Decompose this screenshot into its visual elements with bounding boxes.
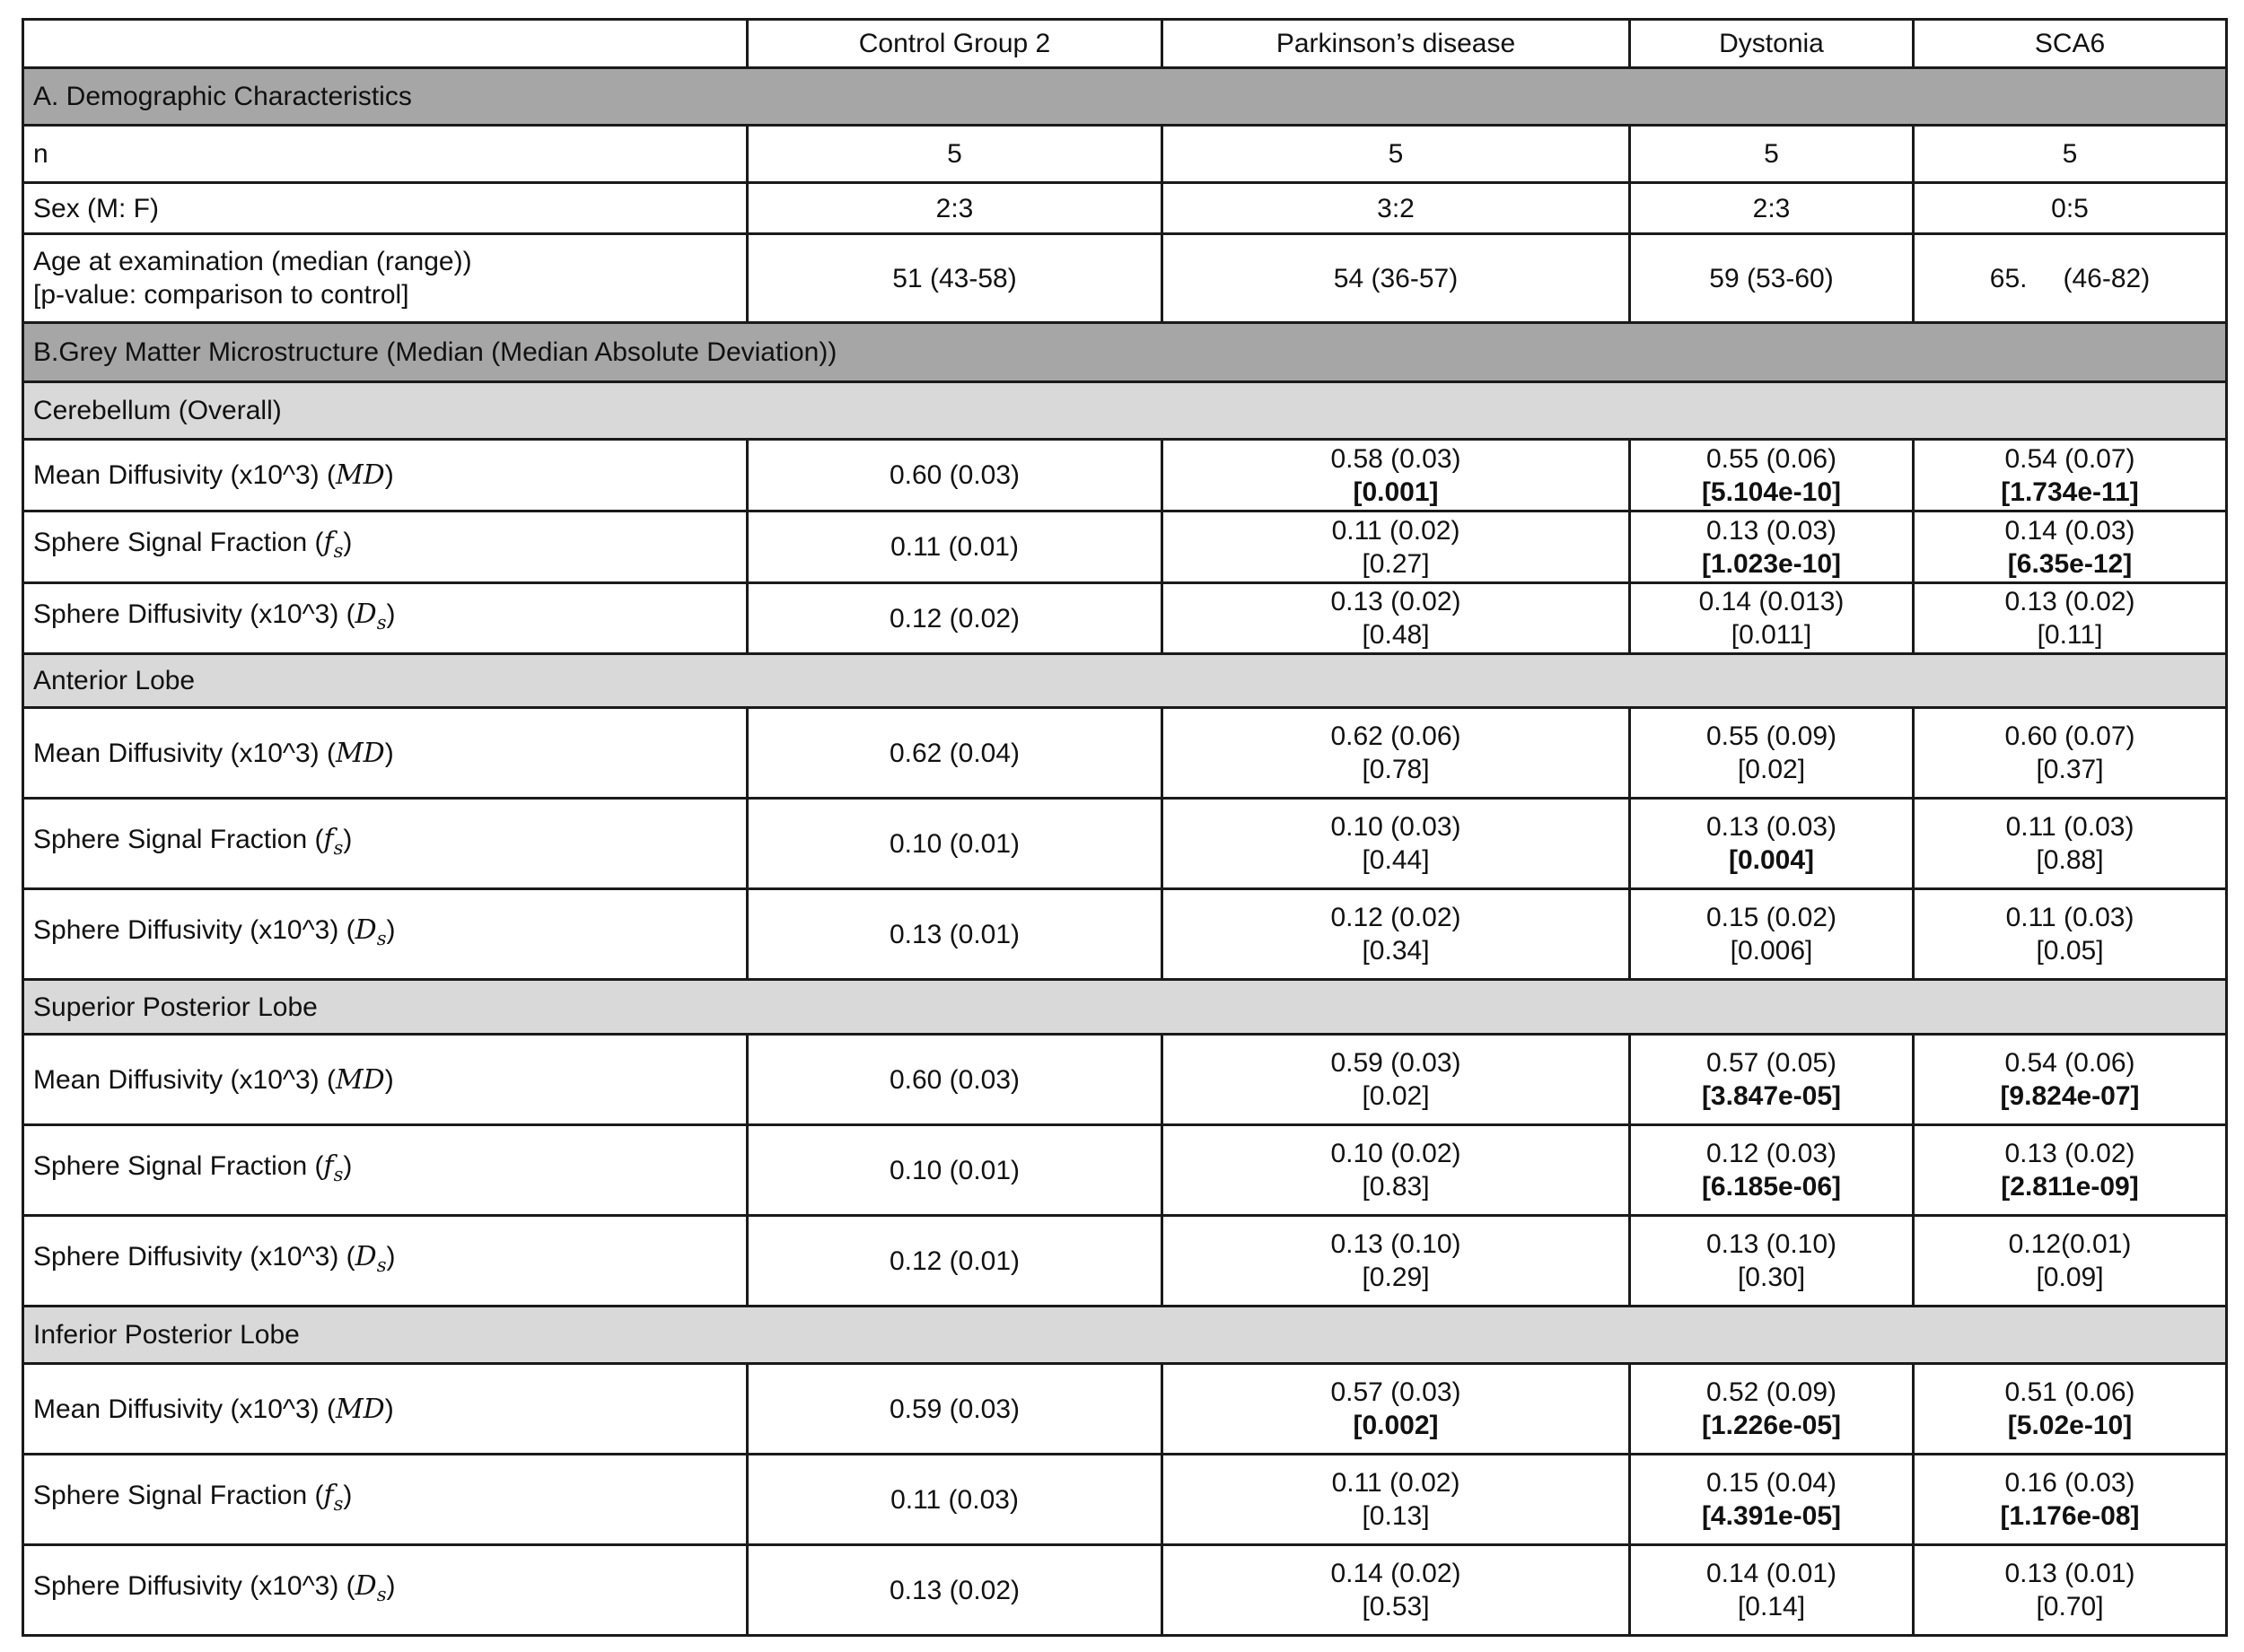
median-value: 0.55 (0.06) — [1705, 443, 1837, 474]
metric-label-text: Sphere Diffusivity (x10^3) ( — [33, 1570, 355, 1601]
value-sca6 — [1914, 1216, 2227, 1307]
region-title: Cerebellum (Overall) — [23, 382, 2227, 440]
region-header-anterior-lobe — [23, 654, 2227, 708]
value-sca6 — [1914, 1364, 2227, 1455]
p-value: [0.02] — [1362, 1081, 1430, 1111]
symbol-subscript: s — [333, 1163, 344, 1185]
symbol-base: D — [355, 1240, 377, 1272]
median-value: 0.14 (0.03) — [2004, 515, 2135, 546]
row-label — [23, 889, 748, 980]
p-value: [1.226e-05] — [1701, 1411, 1842, 1440]
p-value: [0.30] — [1737, 1263, 1806, 1292]
p-value: [0.44] — [1362, 845, 1430, 875]
value-sca6 — [1914, 1035, 2227, 1125]
header-control-group-2: Control Group 2 — [748, 20, 1162, 68]
header-cell-empty — [23, 20, 748, 68]
value-dystonia — [1630, 1216, 1914, 1307]
metric-row-md — [23, 708, 2227, 799]
median-value: 0.55 (0.09) — [1705, 721, 1837, 751]
median-value: 0.13 (0.02) — [1330, 587, 1461, 616]
value-control: 0.10 (0.01) — [748, 799, 1162, 889]
metric-symbol — [355, 1240, 387, 1276]
median-value: 0.15 (0.02) — [1705, 903, 1837, 932]
metric-label-close: ) — [384, 460, 394, 490]
metric-label-close: ) — [343, 1480, 353, 1510]
median-value: 0.58 (0.03) — [1330, 443, 1461, 474]
p-value: [0.14] — [1737, 1592, 1806, 1621]
value-dystonia — [1630, 583, 1914, 654]
p-value: [2.811e-09] — [2001, 1172, 2139, 1202]
symbol-base: f — [323, 1479, 334, 1511]
median-value: 0.12 (0.02) — [1330, 903, 1461, 932]
median-value: 0.13 (0.01) — [2004, 1559, 2135, 1588]
p-value: [0.006] — [1730, 936, 1813, 966]
median-value: 0.11 (0.02) — [1331, 515, 1460, 546]
median-value: 0.13 (0.02) — [2004, 587, 2135, 616]
row-label — [23, 708, 748, 799]
symbol-base: D — [355, 913, 377, 946]
demographics-row-sex — [23, 183, 2227, 234]
p-value: [3.847e-05] — [1701, 1081, 1842, 1111]
value-cell: 0:5 — [1914, 183, 2227, 234]
row-label: Sex (M: F) — [23, 183, 748, 234]
metric-label-close: ) — [386, 914, 396, 945]
row-label-line-1: Age at examination (median (range)) — [33, 247, 472, 276]
median-value: 0.52 (0.09) — [1705, 1377, 1837, 1407]
median-value: 0.13 (0.03) — [1705, 812, 1837, 842]
value-dystonia — [1630, 1035, 1914, 1125]
section-b-header — [23, 323, 2227, 382]
value-control: 0.13 (0.01) — [748, 889, 1162, 980]
metric-row-ds — [23, 1545, 2227, 1636]
metric-symbol — [336, 738, 385, 769]
value-dystonia — [1630, 1545, 1914, 1636]
value-cell: 54 (36-57) — [1162, 234, 1630, 323]
median-value: 0.13 (0.10) — [1705, 1229, 1837, 1259]
symbol-subscript: s — [376, 611, 387, 634]
row-label — [23, 799, 748, 889]
metric-row-ds — [23, 583, 2227, 654]
row-label — [23, 1364, 748, 1455]
symbol-md: MD — [335, 1393, 385, 1425]
value-control: 0.11 (0.03) — [748, 1455, 1162, 1545]
metric-label-text: Mean Diffusivity (x10^3) ( — [33, 1394, 336, 1424]
median-value: 0.57 (0.05) — [1705, 1048, 1837, 1078]
value-control: 0.60 (0.03) — [748, 440, 1162, 511]
value-sca6 — [1914, 889, 2227, 980]
symbol-base: f — [323, 527, 334, 558]
value-control: 0.10 (0.01) — [748, 1125, 1162, 1216]
metric-symbol — [323, 823, 344, 859]
value-control: 0.60 (0.03) — [748, 1035, 1162, 1125]
row-label-line-2: [p-value: comparison to control] — [33, 280, 409, 310]
region-title: Inferior Posterior Lobe — [23, 1307, 2227, 1364]
value-control: 0.12 (0.02) — [748, 583, 1162, 654]
row-label: n — [23, 126, 748, 183]
value-dystonia — [1630, 1125, 1914, 1216]
p-value: [5.02e-10] — [2007, 1411, 2133, 1440]
p-value: [0.29] — [1362, 1263, 1430, 1292]
value-sca6 — [1914, 1545, 2227, 1636]
metric-row-fs — [23, 511, 2227, 583]
median-value: 0.15 (0.04) — [1705, 1468, 1837, 1498]
metric-row-fs — [23, 1125, 2227, 1216]
metric-label-text: Sphere Signal Fraction ( — [33, 1480, 324, 1510]
metric-label-text: Sphere Diffusivity (x10^3) ( — [33, 914, 355, 945]
region-header-superior-posterior-lobe — [23, 980, 2227, 1035]
value-parkinsons — [1162, 440, 1630, 511]
median-value: 0.14 (0.02) — [1330, 1559, 1461, 1588]
sca6-age-range: (46-82) — [2063, 263, 2151, 293]
metric-label-text: Mean Diffusivity (x10^3) ( — [33, 738, 336, 768]
value-sca6 — [1914, 583, 2227, 654]
p-value: [0.002] — [1353, 1411, 1439, 1440]
median-value: 0.10 (0.02) — [1330, 1139, 1461, 1168]
p-value: [1.023e-10] — [1701, 548, 1842, 579]
value-cell — [1914, 234, 2227, 323]
symbol-base: f — [323, 823, 334, 855]
p-value: [0.09] — [2036, 1263, 2104, 1292]
p-value: [0.05] — [2036, 936, 2104, 966]
row-label — [23, 1035, 748, 1125]
row-label — [23, 1216, 748, 1307]
median-value: 0.13 (0.02) — [2004, 1139, 2135, 1168]
value-dystonia — [1630, 1364, 1914, 1455]
value-sca6 — [1914, 708, 2227, 799]
value-cell: 59 (53-60) — [1630, 234, 1914, 323]
median-value: 0.13 (0.10) — [1330, 1229, 1461, 1259]
value-cell: 3:2 — [1162, 183, 1630, 234]
p-value: [0.48] — [1362, 620, 1430, 650]
symbol-base: f — [323, 1149, 334, 1182]
metric-label-text: Sphere Diffusivity (x10^3) ( — [33, 599, 355, 629]
p-value: [0.78] — [1362, 755, 1430, 784]
median-value: 0.54 (0.07) — [2004, 443, 2135, 474]
metric-label-close: ) — [384, 1064, 394, 1095]
value-parkinsons — [1162, 583, 1630, 654]
p-value: [0.004] — [1728, 845, 1815, 875]
metric-label-text: Sphere Signal Fraction ( — [33, 1150, 324, 1181]
value-parkinsons — [1162, 1545, 1630, 1636]
value-parkinsons — [1162, 511, 1630, 583]
region-header-inferior-posterior-lobe — [23, 1307, 2227, 1364]
value-parkinsons — [1162, 708, 1630, 799]
value-dystonia — [1630, 708, 1914, 799]
p-value: [0.13] — [1362, 1501, 1430, 1531]
region-title: Superior Posterior Lobe — [23, 980, 2227, 1035]
symbol-md: MD — [335, 737, 385, 769]
row-label — [23, 1125, 748, 1216]
value-parkinsons — [1162, 1125, 1630, 1216]
p-value: [1.176e-08] — [2000, 1501, 2140, 1531]
header-dystonia: Dystonia — [1630, 20, 1914, 68]
p-value: [5.104e-10] — [1701, 476, 1842, 507]
metric-label-close: ) — [384, 1394, 394, 1424]
median-value: 0.54 (0.06) — [2004, 1048, 2135, 1078]
value-sca6 — [1914, 511, 2227, 583]
metric-label-text: Sphere Diffusivity (x10^3) ( — [33, 1241, 355, 1272]
metric-row-fs — [23, 1455, 2227, 1545]
value-dystonia — [1630, 889, 1914, 980]
metric-row-ds — [23, 1216, 2227, 1307]
metric-row-md — [23, 1035, 2227, 1125]
metric-row-md — [23, 1364, 2227, 1455]
p-value: [0.001] — [1353, 476, 1439, 507]
region-header-cerebellum-overall — [23, 382, 2227, 440]
value-cell: 5 — [748, 126, 1162, 183]
symbol-subscript: s — [333, 836, 344, 859]
p-value: [0.11] — [2037, 620, 2103, 650]
p-value: [4.391e-05] — [1701, 1501, 1842, 1531]
value-control: 0.62 (0.04) — [748, 708, 1162, 799]
median-value: 0.12 (0.03) — [1705, 1139, 1837, 1168]
median-value: 0.16 (0.03) — [2004, 1468, 2135, 1498]
value-cell: 5 — [1630, 126, 1914, 183]
metric-symbol — [355, 913, 387, 949]
metric-symbol — [323, 527, 344, 562]
median-value: 0.57 (0.03) — [1330, 1377, 1461, 1407]
demographics-row-age — [23, 234, 2227, 323]
p-value: [0.53] — [1362, 1592, 1430, 1621]
value-parkinsons — [1162, 799, 1630, 889]
metric-label-close: ) — [384, 738, 394, 768]
value-dystonia — [1630, 799, 1914, 889]
p-value: [6.35e-12] — [2007, 548, 2133, 579]
median-value: 0.11 (0.03) — [2005, 812, 2134, 842]
metric-row-ds — [23, 889, 2227, 980]
row-label — [23, 1545, 748, 1636]
p-value: [0.70] — [2036, 1592, 2104, 1621]
metric-label-text: Mean Diffusivity (x10^3) ( — [33, 1064, 336, 1095]
header-row — [23, 20, 2227, 68]
value-control: 0.12 (0.01) — [748, 1216, 1162, 1307]
metric-symbol — [336, 459, 385, 491]
median-value: 0.62 (0.06) — [1330, 721, 1461, 751]
median-value: 0.11 (0.03) — [2005, 903, 2134, 932]
row-label — [23, 511, 748, 583]
value-control: 0.13 (0.02) — [748, 1545, 1162, 1636]
value-parkinsons — [1162, 1455, 1630, 1545]
p-value: [6.185e-06] — [1701, 1172, 1842, 1202]
metric-symbol — [323, 1149, 344, 1185]
metric-symbol — [355, 1569, 387, 1605]
symbol-md: MD — [335, 1063, 385, 1096]
median-value: 0.51 (0.06) — [2004, 1377, 2135, 1407]
section-a-header — [23, 68, 2227, 126]
value-control: 0.59 (0.03) — [748, 1364, 1162, 1455]
p-value: [0.02] — [1737, 755, 1806, 784]
metric-symbol — [355, 598, 387, 634]
header-sca6: SCA6 — [1914, 20, 2227, 68]
symbol-base: D — [355, 598, 377, 630]
value-dystonia — [1630, 1455, 1914, 1545]
symbol-md: MD — [335, 459, 385, 491]
symbol-subscript: s — [333, 540, 344, 562]
metric-symbol — [323, 1479, 344, 1515]
value-dystonia — [1630, 511, 1914, 583]
metric-symbol — [336, 1064, 385, 1096]
section-title: A. Demographic Characteristics — [23, 68, 2227, 126]
results-table-body — [23, 20, 2227, 1636]
metric-label-text: Mean Diffusivity (x10^3) ( — [33, 460, 336, 490]
symbol-subscript: s — [376, 927, 387, 949]
value-parkinsons — [1162, 1364, 1630, 1455]
value-parkinsons — [1162, 1035, 1630, 1125]
value-cell: 2:3 — [748, 183, 1162, 234]
value-cell: 5 — [1162, 126, 1630, 183]
median-value: 0.14 (0.013) — [1698, 587, 1845, 616]
median-value: 0.12(0.01) — [2008, 1229, 2132, 1259]
p-value: [9.824e-07] — [2000, 1081, 2140, 1111]
metric-label-text: Sphere Signal Fraction ( — [33, 824, 324, 854]
metric-label-close: ) — [386, 599, 396, 629]
value-sca6 — [1914, 440, 2227, 511]
metric-label-close: ) — [343, 824, 353, 854]
symbol-subscript: s — [376, 1254, 387, 1276]
sca6-age-median: 65. — [1989, 263, 2028, 293]
value-dystonia — [1630, 440, 1914, 511]
median-value: 0.59 (0.03) — [1330, 1048, 1461, 1078]
value-parkinsons — [1162, 889, 1630, 980]
metric-row-fs — [23, 799, 2227, 889]
row-label — [23, 234, 748, 323]
median-value: 0.13 (0.03) — [1705, 515, 1837, 546]
row-label — [23, 1455, 748, 1545]
demographics-row-n — [23, 126, 2227, 183]
value-sca6 — [1914, 799, 2227, 889]
section-title: B.Grey Matter Microstructure (Median (Median Absolute Deviation)) — [23, 323, 2227, 382]
metric-label-close: ) — [386, 1570, 396, 1601]
p-value: [0.83] — [1362, 1172, 1430, 1202]
value-parkinsons — [1162, 1216, 1630, 1307]
p-value: [0.88] — [2036, 845, 2104, 875]
median-value: 0.14 (0.01) — [1705, 1559, 1837, 1588]
p-value: [0.34] — [1362, 936, 1430, 966]
median-value: 0.11 (0.02) — [1331, 1468, 1460, 1498]
header-parkinsons-disease: Parkinson’s disease — [1162, 20, 1630, 68]
metric-label-close: ) — [386, 1241, 396, 1272]
metric-label-close: ) — [343, 1150, 353, 1181]
value-cell: 5 — [1914, 126, 2227, 183]
value-sca6 — [1914, 1125, 2227, 1216]
row-label — [23, 583, 748, 654]
symbol-subscript: s — [333, 1492, 344, 1515]
metric-row-md — [23, 440, 2227, 511]
region-title: Anterior Lobe — [23, 654, 2227, 708]
metric-label-text: Sphere Signal Fraction ( — [33, 528, 324, 557]
value-cell: 51 (43-58) — [748, 234, 1162, 323]
symbol-base: D — [355, 1569, 377, 1602]
median-value: 0.60 (0.07) — [2004, 721, 2135, 751]
value-cell: 2:3 — [1630, 183, 1914, 234]
p-value: [1.734e-11] — [2001, 476, 2139, 507]
value-sca6 — [1914, 1455, 2227, 1545]
metric-label-close: ) — [343, 528, 353, 557]
p-value: [0.27] — [1362, 548, 1430, 579]
symbol-subscript: s — [376, 1583, 387, 1605]
p-value: [0.37] — [2036, 755, 2104, 784]
results-table — [22, 18, 2228, 1637]
p-value: [0.011] — [1731, 620, 1812, 650]
value-control: 0.11 (0.01) — [748, 511, 1162, 583]
metric-symbol — [336, 1394, 385, 1425]
row-label — [23, 440, 748, 511]
median-value: 0.10 (0.03) — [1330, 812, 1461, 842]
